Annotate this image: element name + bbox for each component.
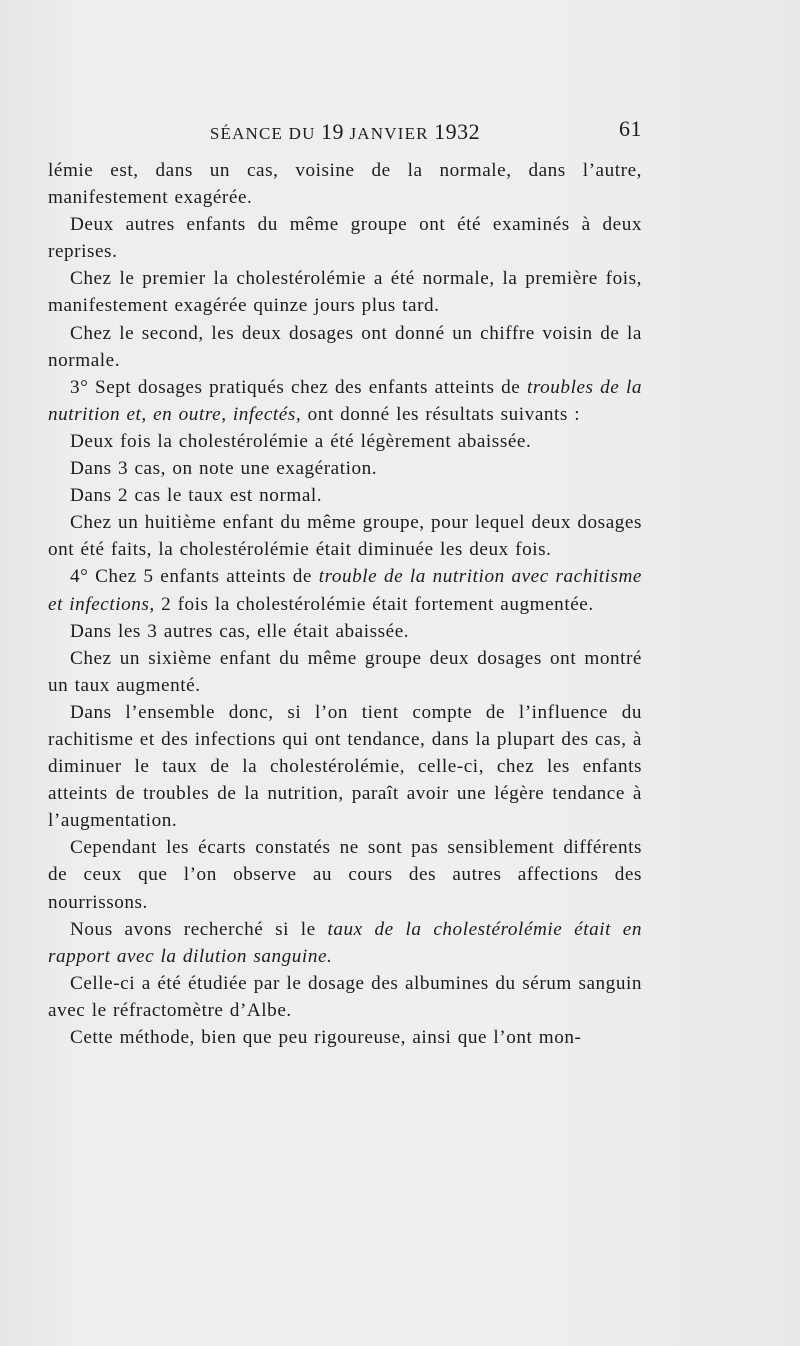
paragraph: Dans les 3 autres cas, elle était abaissée.: [70, 620, 410, 642]
running-header: [48, 116, 642, 146]
header-seance: SÉANCE DU: [209, 124, 316, 143]
paragraph: Cette méthode, bien que peu rigoureuse, ainsi que l’ont mon-: [70, 1027, 582, 1048]
paragraph: Dans 3 cas, on note une exagération.: [70, 458, 378, 480]
paragraph: Chez un huitième enfant du même groupe, pour lequel deux dosages ont été faits, la cholestérolémie était diminuée les deux fois.: [48, 512, 642, 561]
paragraph: Deux fois la cholestérolémie a été légèrement abaissée.: [70, 430, 532, 452]
paragraph: Celle-ci a été étudiée par le dosage des albumines du sérum sanguin avec le réfractomètre d’Albe.: [48, 972, 642, 1021]
paragraph-emphasis: taux de la cholestérolémie était en rapport avec la dilution sanguine.: [48, 918, 642, 967]
paragraph: Dans l’ensemble donc, si l’on tient compte de l’influence du rachitisme et des infections qui ont tendance, dans la plupart des cas, à diminuer le taux de la cholestérolémie, celle-ci, chez les enfants atteints de troubles de la nutrition, paraît avoir une légère tendance à l’augmentation.: [48, 701, 642, 832]
body-text: [48, 157, 642, 1051]
paragraph-text: Nous avons recherché si le: [70, 918, 328, 940]
paragraph: Deux autres enfants du même groupe ont été examinés à deux reprises.: [48, 214, 642, 263]
paragraph-text: ont donné les résultats suivants :: [301, 403, 581, 425]
page-number: 61: [619, 116, 642, 141]
paragraph: [48, 916, 642, 970]
header-title: [48, 119, 642, 145]
paragraph: Dans 2 cas le taux est normal.: [70, 485, 323, 507]
paragraph: Chez le second, les deux dosages ont donné un chiffre voisin de la normale.: [48, 322, 642, 371]
header-day: 19: [321, 119, 345, 144]
paragraph-emphasis: troubles de la nutrition et, en outre, infectés,: [48, 376, 642, 425]
paragraph: [48, 563, 642, 617]
header-year: 1932: [434, 119, 481, 144]
paragraph: [48, 374, 642, 428]
paragraph: Cependant les écarts constatés ne sont pas sensiblement différents de ceux que l’on observe au cours des autres affections des nourrissons.: [48, 837, 642, 913]
paragraph-text: 2 fois la cholestérolémie était fortement augmentée.: [154, 593, 594, 615]
paragraph-text: 4° Chez 5 enfants atteints de: [70, 566, 319, 588]
paragraph: Chez le premier la cholestérolémie a été normale, la première fois, manifestement exagérée quinze jours plus tard.: [48, 268, 642, 317]
header-month: JANVIER: [349, 124, 429, 143]
paragraph-emphasis: trouble de la nutrition avec rachitisme et infections,: [48, 566, 642, 615]
paragraph: lémie est, dans un cas, voisine de la normale, dans l’autre, manifestement exagérée.: [48, 160, 642, 209]
paragraph-text: 3° Sept dosages pratiqués chez des enfants atteints de: [70, 376, 527, 398]
paragraph: Chez un sixième enfant du même groupe deux dosages ont montré un taux augmenté.: [48, 647, 642, 696]
